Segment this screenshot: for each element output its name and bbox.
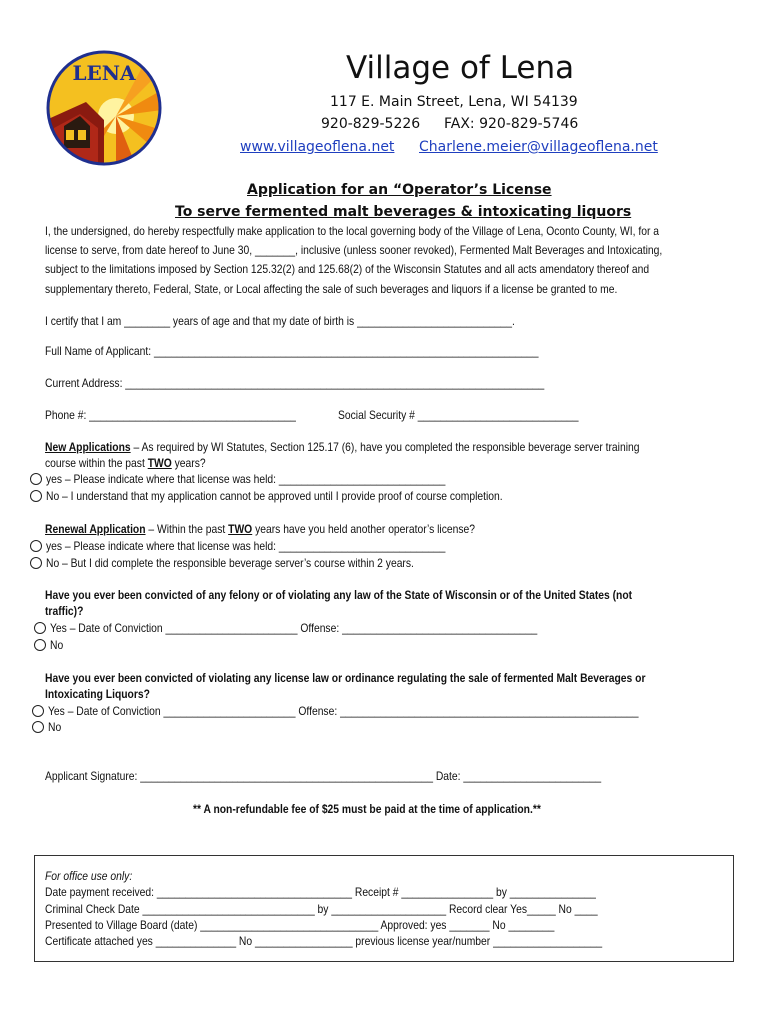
- new-applications-question: New Applications – As required by WI Statutes, Section 125.17 (6), have you completed the responsible beverage server training: [45, 440, 640, 454]
- address: 117 E. Main Street, Lena, WI 54139: [330, 94, 578, 110]
- village-logo: [46, 50, 162, 166]
- license-law-question: Have you ever been convicted of violating any license law or ordinance regulating the sale of fermented Malt Beverages or: [45, 671, 646, 685]
- svg-text:LENA: LENA: [72, 61, 136, 85]
- current-address-field[interactable]: Current Address: _________________________________________________________________________: [45, 376, 545, 390]
- form-subtitle: To serve fermented malt beverages & intoxicating liquors: [175, 204, 632, 220]
- ssn-field[interactable]: Social Security # ____________________________: [338, 408, 579, 422]
- license-law-no-label: No: [48, 720, 62, 734]
- page-title: Village of Lena: [346, 50, 575, 86]
- intro-line: subject to the limitations imposed by Section 125.32(2) and 125.68(2) of the Wisconsin Statutes and all acts amendatory thereof and: [45, 262, 650, 276]
- felony-no-radio[interactable]: [34, 639, 46, 651]
- renewal-no-label: No – But I did complete the responsible beverage server’s course within 2 years.: [46, 556, 414, 570]
- office-line-payment[interactable]: Date payment received: __________________________________ Receipt # ________________ by _______________: [45, 885, 596, 899]
- license-law-yes-radio[interactable]: [32, 705, 44, 717]
- fax-number: FAX: 920-829-5746: [444, 116, 579, 132]
- felony-question-cont: traffic)?: [45, 604, 84, 618]
- full-name-field[interactable]: Full Name of Applicant: ___________________________________________________________________: [45, 344, 539, 358]
- felony-no-label: No: [50, 638, 64, 652]
- felony-yes-radio[interactable]: [34, 622, 46, 634]
- office-line-certificate[interactable]: Certificate attached yes ______________ No _________________ previous license year/number ___________________: [45, 934, 603, 948]
- new-app-yes-radio[interactable]: [30, 473, 42, 485]
- new-applications-question-cont: course within the past TWO years?: [45, 456, 206, 470]
- office-line-village-board[interactable]: Presented to Village Board (date) _______________________________ Approved: yes _______ No ________: [45, 918, 555, 932]
- license-law-yes-label: Yes – Date of Conviction _______________________ Offense: ____________________________________________________: [48, 704, 639, 718]
- new-app-no-radio[interactable]: [30, 490, 42, 502]
- phone-number: 920-829-5226: [321, 116, 421, 132]
- felony-question: Have you ever been convicted of any felony or of violating any law of the State of Wisconsin or of the United States (not: [45, 588, 633, 602]
- renewal-question: Renewal Application – Within the past TWO years have you held another operator’s license?: [45, 522, 476, 536]
- email-link[interactable]: Charlene.meier@villageoflena.net: [419, 139, 658, 155]
- new-app-no-label: No – I understand that my application cannot be approved until I provide proof of course completion.: [46, 489, 503, 503]
- office-line-criminal-check[interactable]: Criminal Check Date ______________________________ by ____________________ Record clear Yes_____ No ____: [45, 902, 598, 916]
- age-dob-field[interactable]: I certify that I am ________ years of age and that my date of birth is ___________________________.: [45, 314, 515, 328]
- felony-yes-label: Yes – Date of Conviction _______________________ Offense: __________________________________: [50, 621, 538, 635]
- intro-line: supplementary thereto, Federal, State, or Local affecting the sale of such beverages and liquors if a license be granted to me.: [45, 282, 618, 296]
- phone-field[interactable]: Phone #: ____________________________________: [45, 408, 296, 422]
- renewal-no-radio[interactable]: [30, 557, 42, 569]
- intro-line: I, the undersigned, do hereby respectfully make application to the local governing body of the Village of Lena, Oconto County, WI, for a: [45, 224, 660, 238]
- license-law-no-radio[interactable]: [32, 721, 44, 733]
- intro-line: license to serve, from date hereof to June 30, _______, inclusive (unless sooner revoked), Fermented Malt Beverages and Intoxicating,: [45, 243, 663, 257]
- new-applications-heading: New Applications: [45, 440, 131, 454]
- office-use-heading: For office use only:: [45, 869, 133, 883]
- new-app-yes-label: yes – Please indicate where that license was held: _____________________________: [46, 472, 446, 486]
- signature-field[interactable]: Applicant Signature: ___________________________________________________ Date: ________________________: [45, 769, 602, 783]
- fee-note: ** A non-refundable fee of $25 must be paid at the time of application.**: [193, 802, 541, 816]
- form-title: Application for an “Operator’s License: [247, 182, 552, 198]
- renewal-yes-label: yes – Please indicate where that license was held: _____________________________: [46, 539, 446, 553]
- renewal-heading: Renewal Application: [45, 522, 146, 536]
- renewal-yes-radio[interactable]: [30, 540, 42, 552]
- license-law-question-cont: Intoxicating Liquors?: [45, 687, 150, 701]
- website-link[interactable]: www.villageoflena.net: [240, 139, 395, 155]
